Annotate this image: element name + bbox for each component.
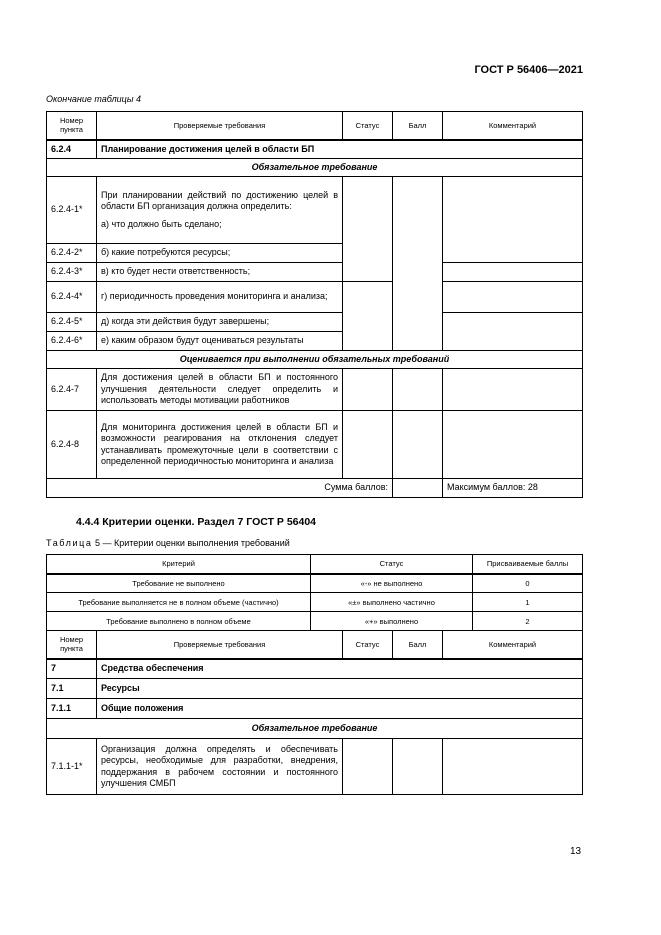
score-cell[interactable] (393, 411, 443, 479)
page-number: 13 (570, 846, 582, 857)
score-cell[interactable] (393, 739, 443, 795)
col-requirements: Проверяемые требования (97, 631, 343, 659)
criterion-text: Требование выполнено в полном объеме (47, 612, 311, 631)
row-text: в) кто будет нести ответственность; (97, 263, 343, 282)
evaluated-heading: Оценивается при выполнении обязательных требований (47, 351, 583, 369)
col-score: Балл (393, 631, 443, 659)
col-requirements: Проверяемые требования (97, 112, 343, 140)
col-status: Статус (343, 631, 393, 659)
criterion-status: «±» выполнено частично (311, 593, 473, 612)
section-heading: 4.4.4 Критерии оценки. Раздел 7 ГОСТ Р 56404 (76, 516, 317, 528)
row-text: г) периодичность проведения мониторинга и анализа; (97, 282, 343, 313)
comment-cell[interactable] (443, 282, 583, 313)
section-number: 7 (47, 659, 97, 679)
status-cell[interactable] (343, 177, 393, 282)
row-number: 6.2.4-1* (47, 177, 97, 244)
col-number: Номер пункта (47, 631, 97, 659)
table4-caption: Окончание таблицы 4 (46, 94, 141, 104)
section-title: Ресурсы (97, 679, 583, 699)
section-title: Средства обеспечения (97, 659, 583, 679)
status-cell[interactable] (343, 411, 393, 479)
section-number: 7.1 (47, 679, 97, 699)
row-number: 6.2.4-4* (47, 282, 97, 313)
comment-cell[interactable] (443, 739, 583, 795)
row-number: 6.2.4-7 (47, 369, 97, 411)
criteria-header-criterion: Критерий (47, 555, 311, 574)
row-text: Для мониторинга достижения целей в области БП и возможности реагирования на отклонения следует устанавливать промежуточные цели в соответствии с определенной периодичностью мониторинга и анализа (97, 411, 343, 479)
max-score: Максимум баллов: 28 (443, 479, 583, 498)
row-text: б) какие потребуются ресурсы; (97, 244, 343, 263)
row-number: 6.2.4-8 (47, 411, 97, 479)
item-text: а) что должно быть сделано; (101, 218, 222, 229)
row-text: д) когда эти действия будут завершены; (97, 313, 343, 332)
comment-cell[interactable] (443, 411, 583, 479)
mandatory-heading: Обязательное требование (47, 159, 583, 177)
row-number: 6.2.4-6* (47, 332, 97, 351)
sum-label: Сумма баллов: (47, 479, 393, 498)
criterion-status: «+» выполнено (311, 612, 473, 631)
col-score: Балл (393, 112, 443, 140)
row-text: Для достижения целей в области БП и постоянного улучшения деятельности следует определить и использовать методы мотивации работников (97, 369, 343, 411)
table4 (46, 111, 583, 498)
status-cell[interactable] (343, 739, 393, 795)
sum-value-cell[interactable] (393, 479, 443, 498)
section-number: 7.1.1 (47, 699, 97, 719)
comment-cell[interactable] (443, 313, 583, 351)
criteria-header-points: Присваиваемые баллы (473, 555, 583, 574)
row-text (97, 177, 343, 244)
intro-text: При планировании действий по достижению целей в области БП организация должна определить: (101, 189, 338, 212)
mandatory-heading: Обязательное требование (47, 719, 583, 739)
criterion-text: Требование выполняется не в полном объеме (частично) (47, 593, 311, 612)
score-cell[interactable] (393, 369, 443, 411)
table5-caption (46, 538, 290, 548)
document-code: ГОСТ Р 56406—2021 (474, 64, 583, 76)
section-number: 6.2.4 (47, 140, 97, 159)
section-title: Планирование достижения целей в области БП (97, 140, 583, 159)
criterion-points: 2 (473, 612, 583, 631)
criteria-table (46, 554, 583, 631)
caption-prefix: Таблица (46, 538, 93, 548)
status-cell[interactable] (343, 369, 393, 411)
criterion-status: «-» не выполнено (311, 574, 473, 593)
col-comment: Комментарий (443, 112, 583, 140)
comment-cell[interactable] (443, 369, 583, 411)
comment-cell[interactable] (443, 177, 583, 263)
criterion-points: 0 (473, 574, 583, 593)
col-status: Статус (343, 112, 393, 140)
criterion-text: Требование не выполнено (47, 574, 311, 593)
row-number: 6.2.4-5* (47, 313, 97, 332)
table5 (46, 630, 583, 795)
comment-cell[interactable] (443, 263, 583, 282)
col-comment: Комментарий (443, 631, 583, 659)
row-number: 6.2.4-2* (47, 244, 97, 263)
row-number: 7.1.1-1* (47, 739, 97, 795)
row-text: Организация должна определять и обеспечивать ресурсы, необходимые для разработки, внедрения, поддержания в рабочем состоянии и постоянного улучшения СМБП (97, 739, 343, 795)
criterion-points: 1 (473, 593, 583, 612)
status-cell[interactable] (343, 282, 393, 351)
score-cell[interactable] (393, 177, 443, 351)
row-text: е) каким образом будут оцениваться результаты (97, 332, 343, 351)
col-number: Номер пункта (47, 112, 97, 140)
caption-rest: 5 — Критерии оценки выполнения требований (92, 538, 290, 548)
criteria-header-status: Статус (311, 555, 473, 574)
section-title: Общие положения (97, 699, 583, 719)
row-number: 6.2.4-3* (47, 263, 97, 282)
